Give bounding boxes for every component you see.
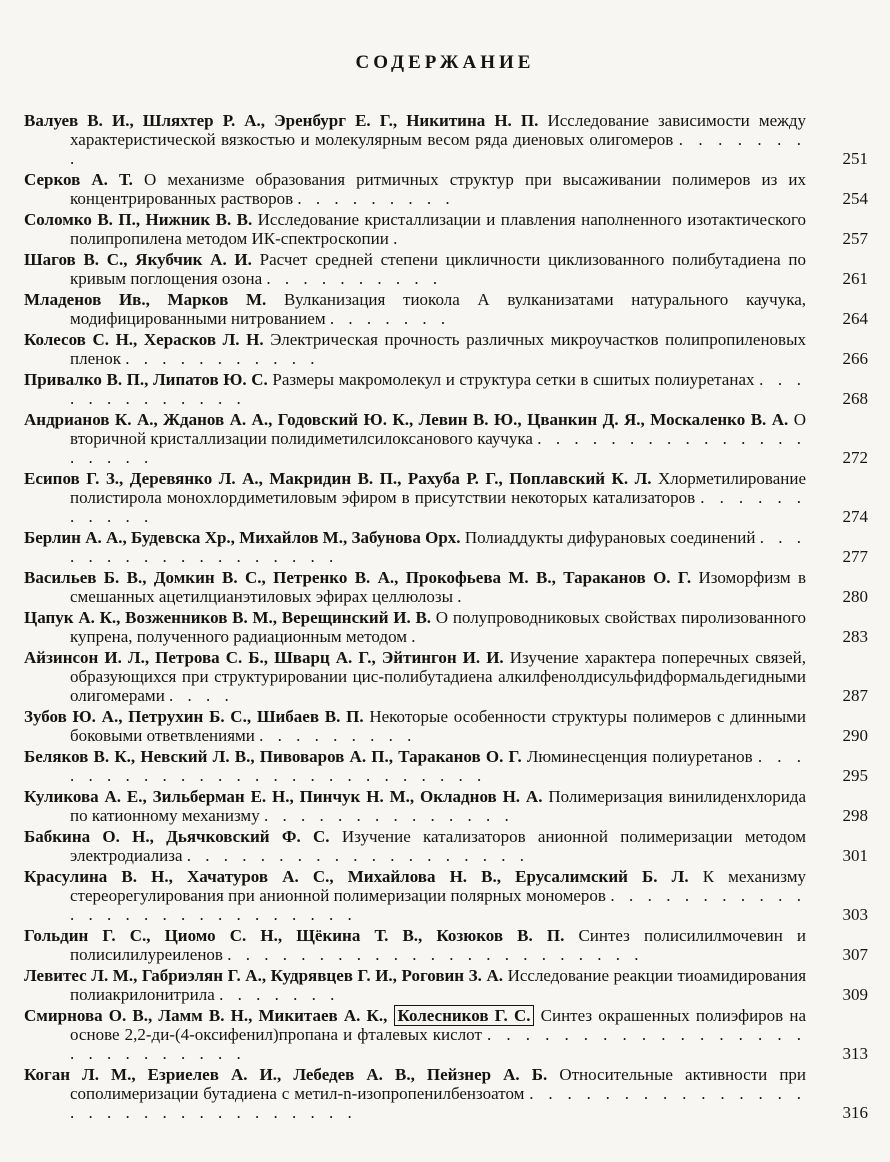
entry-title: Некоторые особенности структуры полимеров с длинными боковыми ответвлениями xyxy=(70,707,807,745)
entry-page: 303 xyxy=(842,905,868,924)
entry-title: Исследование кристаллизации и плавления наполненного изотактического полипропилена методом ИК-спектроскопии xyxy=(70,210,806,248)
toc-entry: Валуев В. И., Шляхтер Р. А., Эренбург Е. Г., Никитина Н. П. Исследование зависимости между характеристической вязкостью и молекулярным весом ряда диеновых олигомеров . . . . . . . . 251 xyxy=(24,111,868,168)
toc-entry: Красулина В. Н., Хачатуров А. С., Михайлова Н. В., Ерусалимский Б. Л. К механизму стереорегулирования при анионной полимеризации полярных мономеров . . . . . . . . . . . . . . . . . . . . . . . . . . . 303 xyxy=(24,867,868,924)
entry-authors: Красулина В. Н., Хачатуров А. С., Михайлова Н. В., Ерусалимский Б. Л. xyxy=(24,867,689,886)
entry-title: К механизму стереорегулирования при анионной полимеризации полярных мономеров xyxy=(70,867,806,905)
entry-authors: Левитес Л. М., Габриэлян Г. А., Кудрявцев Г. И., Роговин З. А. xyxy=(24,966,503,985)
entry-title: О механизме образования ритмичных структур при высаживании полимеров из их концентрированных растворов xyxy=(70,170,806,208)
entry-page: 280 xyxy=(842,587,868,606)
entry-authors: Васильев Б. В., Домкин В. С., Петренко В. А., Прокофьева М. В., Тараканов О. Г. xyxy=(24,568,692,587)
toc-entry: Коган Л. М., Езриелев А. И., Лебедев А. В., Пейзнер А. Б. Относительные активности при сополимеризации бутадиена с метил-n-изопропенилбензоатом . . . . . . . . . . . . . . . . . . . . . . . . . . . . . . . 316 xyxy=(24,1065,868,1122)
entry-authors: Младенов Ив., Марков М. xyxy=(24,290,267,309)
entry-page: 266 xyxy=(842,349,868,368)
toc-entry: Шагов В. С., Якубчик А. И. Расчет средней степени цикличности циклизованного полибутадиена по кривым поглощения озона . . . . . . . . . . 261 xyxy=(24,250,868,288)
toc-entry: Цапук А. К., Возженников В. М., Верещинский И. В. О полупроводниковых свойствах пиролизованного купрена, полученного радиационным методом . 283 xyxy=(24,608,868,646)
entry-page: 307 xyxy=(842,945,868,964)
toc-entry: Серков А. Т. О механизме образования ритмичных структур при высаживании полимеров из их концентрированных растворов . . . . . . . . . 254 xyxy=(24,170,868,208)
toc-entry: Привалко В. П., Липатов Ю. С. Размеры макромолекул и структура сетки в сшитых полиуретанах . . . . . . . . . . . . . 268 xyxy=(24,370,868,408)
toc-entry: Зубов Ю. А., Петрухин Б. С., Шибаев В. П. Некоторые особенности структуры полимеров с длинными боковыми ответвлениями . . . . . . . . . 290 xyxy=(24,707,868,745)
entry-authors: Колесов С. Н., Херасков Л. Н. xyxy=(24,330,264,349)
toc-entry: Левитес Л. М., Габриэлян Г. А., Кудрявцев Г. И., Роговин З. А. Исследование реакции тиоамидирования полиакрилонитрила . . . . . . . 309 xyxy=(24,966,868,1004)
entry-authors: Берлин А. А., Будевска Хр., Михайлов М., Забунова Орх. xyxy=(24,528,461,547)
entry-page: 313 xyxy=(842,1044,868,1063)
entry-page: 251 xyxy=(842,149,868,168)
entry-page: 264 xyxy=(842,309,868,328)
entry-title: Люминесценция полиуретанов xyxy=(526,747,753,766)
entry-title: Вулканизация тиокола А вулканизатами натурального каучука, модифицированными нитрованием xyxy=(70,290,806,328)
entry-page: 277 xyxy=(842,547,868,566)
entry-page: 261 xyxy=(842,269,868,288)
entry-page: 268 xyxy=(842,389,868,408)
entry-page: 290 xyxy=(842,726,868,745)
toc-entry: Андрианов К. А., Жданов А. А., Годовский Ю. К., Левин В. Ю., Цванкин Д. Я., Москаленко В. А. О вторичной кристаллизации полидиметилсилоксанового каучука . . . . . . . . . . . . . . . . . . . . 272 xyxy=(24,410,868,467)
entry-authors: Коган Л. М., Езриелев А. И., Лебедев А. В., Пейзнер А. Б. xyxy=(24,1065,548,1084)
toc-entry: Куликова А. Е., Зильберман Е. Н., Пинчук Н. М., Окладнов Н. А. Полимеризация винилиденхлорида по катионному механизму . . . . . . . . . . . . . . 298 xyxy=(24,787,868,825)
entry-page: 316 xyxy=(842,1103,868,1122)
entry-page: 301 xyxy=(842,846,868,865)
entry-title: Размеры макромолекул и структура сетки в сшитых полиуретанах xyxy=(272,370,755,389)
toc-entry: Соломко В. П., Нижник В. В. Исследование кристаллизации и плавления наполненного изотактического полипропилена методом ИК-спектроскопии . 257 xyxy=(24,210,868,248)
entry-authors: Беляков В. К., Невский Л. В., Пивоваров А. П., Тараканов О. Г. xyxy=(24,747,522,766)
entry-authors: Валуев В. И., Шляхтер Р. А., Эренбург Е. Г., Никитина Н. П. xyxy=(24,111,539,130)
entry-title: Полиаддукты дифурановых соединений xyxy=(464,528,756,547)
entry-title: Изучение катализаторов анионной полимеризации методом электродиализа xyxy=(70,827,807,865)
entry-authors: Есипов Г. З., Деревянко Л. А., Макридин В. П., Рахуба Р. Г., Поплавский К. Л. xyxy=(24,469,652,488)
entry-title: Исследование зависимости между характеристической вязкостью и молекулярным весом ряда диеновых олигомеров xyxy=(70,111,807,149)
entry-title: Синтез окрашенных полиэфиров на основе 2,2-ди-(4-оксифенил)пропана и фталевых кислот xyxy=(70,1006,807,1044)
toc-entry: Беляков В. К., Невский Л. В., Пивоваров А. П., Тараканов О. Г. Люминесценция полиуретанов . . . . . . . . . . . . . . . . . . . . . . . . . . 295 xyxy=(24,747,868,785)
entry-title: Полимеризация винилиденхлорида по катионному механизму xyxy=(70,787,807,825)
entry-authors: Соломко В. П., Нижник В. В. xyxy=(24,210,253,229)
entry-title: Расчет средней степени цикличности циклизованного полибутадиена по кривым поглощения озона xyxy=(70,250,806,288)
entry-page: 295 xyxy=(842,766,868,785)
toc-entry: Берлин А. А., Будевска Хр., Михайлов М., Забунова Орх. Полиаддукты дифурановых соединений . . . . . . . . . . . . . . . . . . 277 xyxy=(24,528,868,566)
entry-authors: Гольдин Г. С., Циомо С. Н., Щёкина Т. В., Козюков В. П. xyxy=(24,926,565,945)
entry-authors: Смирнова О. В., Ламм В. Н., Микитаев А. К., xyxy=(24,1006,388,1025)
entry-page: 283 xyxy=(842,627,868,646)
entry-authors: Привалко В. П., Липатов Ю. С. xyxy=(24,370,268,389)
toc-entry: Гольдин Г. С., Циомо С. Н., Щёкина Т. В., Козюков В. П. Синтез полисилилмочевин и полисилилуреиленов . . . . . . . . . . . . . . . . . . . . . . . 307 xyxy=(24,926,868,964)
entry-authors: Серков А. Т. xyxy=(24,170,133,189)
toc-entry: Колесов С. Н., Херасков Л. Н. Электрическая прочность различных микроучастков полипропиленовых пленок . . . . . . . . . . . 266 xyxy=(24,330,868,368)
toc-entry: Есипов Г. З., Деревянко Л. А., Макридин В. П., Рахуба Р. Г., Поплавский К. Л. Хлорметилирование полистирола монохлордиметиловым эфиром в присутствии некоторых катализаторов . . . . . . . . . . . 274 xyxy=(24,469,868,526)
table-of-contents xyxy=(24,111,870,1124)
entry-authors: Куликова А. Е., Зильберман Е. Н., Пинчук Н. М., Окладнов Н. А. xyxy=(24,787,543,806)
entry-page: 254 xyxy=(842,189,868,208)
entry-authors: Шагов В. С., Якубчик А. И. xyxy=(24,250,252,269)
entry-page: 274 xyxy=(842,507,868,526)
toc-entry: Младенов Ив., Марков М. Вулканизация тиокола А вулканизатами натурального каучука, модифицированными нитрованием . . . . . . . 264 xyxy=(24,290,868,328)
toc-entry: Смирнова О. В., Ламм В. Н., Микитаев А. К., Колесников Г. С. Синтез окрашенных полиэфиров на основе 2,2-ди-(4-оксифенил)пропана и фталевых кислот . . . . . . . . . . . . . . . . . . . . . . . . . . . 313 xyxy=(24,1006,868,1063)
entry-title: Хлорметилирование полистирола монохлордиметиловым эфиром в присутствии некоторых катализаторов xyxy=(70,469,807,507)
toc-entry: Васильев Б. В., Домкин В. С., Петренко В. А., Прокофьева М. В., Тараканов О. Г. Изоморфизм в смешанных ацетилцианэтиловых эфирах целлюлозы . 280 xyxy=(24,568,868,606)
entry-title: Исследование реакции тиоамидирования полиакрилонитрила xyxy=(70,966,807,1004)
entry-page: 257 xyxy=(842,229,868,248)
entry-authors: Цапук А. К., Возженников В. М., Верещинский И. В. xyxy=(24,608,432,627)
entry-title: Относительные активности при сополимеризации бутадиена с метил-n-изопропенилбензоатом xyxy=(70,1065,807,1103)
entry-page: 298 xyxy=(842,806,868,825)
entry-page: 287 xyxy=(842,686,868,705)
toc-entry: Бабкина О. Н., Дьячковский Ф. С. Изучение катализаторов анионной полимеризации методом электродиализа . . . . . . . . . . . . . . . . . . . 301 xyxy=(24,827,868,865)
page-title: СОДЕРЖАНИЕ xyxy=(355,52,535,73)
entry-authors: Бабкина О. Н., Дьячковский Ф. С. xyxy=(24,827,330,846)
entry-page: 309 xyxy=(842,985,868,1004)
entry-title: Изоморфизм в смешанных ацетилцианэтиловых эфирах целлюлозы xyxy=(70,568,807,606)
toc-entry: Айзинсон И. Л., Петрова С. Б., Шварц А. Г., Эйтингон И. И. Изучение характера поперечных связей, образующихся при структурировании цис-полибутадиена алкилфенолдисульфидформальдегидными олигомерами . . . . 287 xyxy=(24,648,868,705)
entry-title: Электрическая прочность различных микроучастков полипропиленовых пленок xyxy=(70,330,806,368)
entry-title: О вторичной кристаллизации полидиметилсилоксанового каучука xyxy=(70,410,806,448)
entry-title: О полупроводниковых свойствах пиролизованного купрена, полученного радиационным методом xyxy=(70,608,806,646)
boxed-author: Колесников Г. С. xyxy=(394,1005,535,1026)
entry-authors: Зубов Ю. А., Петрухин Б. С., Шибаев В. П. xyxy=(24,707,364,726)
entry-title: Синтез полисилилмочевин и полисилилуреиленов xyxy=(70,926,807,964)
entry-authors: Айзинсон И. Л., Петрова С. Б., Шварц А. Г., Эйтингон И. И. xyxy=(24,648,504,667)
entry-title: Изучение характера поперечных связей, образующихся при структурировании цис-полибутадиена алкилфенолдисульфидформальдегидными олигомерами xyxy=(70,648,807,705)
entry-authors: Андрианов К. А., Жданов А. А., Годовский Ю. К., Левин В. Ю., Цванкин Д. Я., Москаленко В. А. xyxy=(24,410,789,429)
entry-page: 272 xyxy=(842,448,868,467)
